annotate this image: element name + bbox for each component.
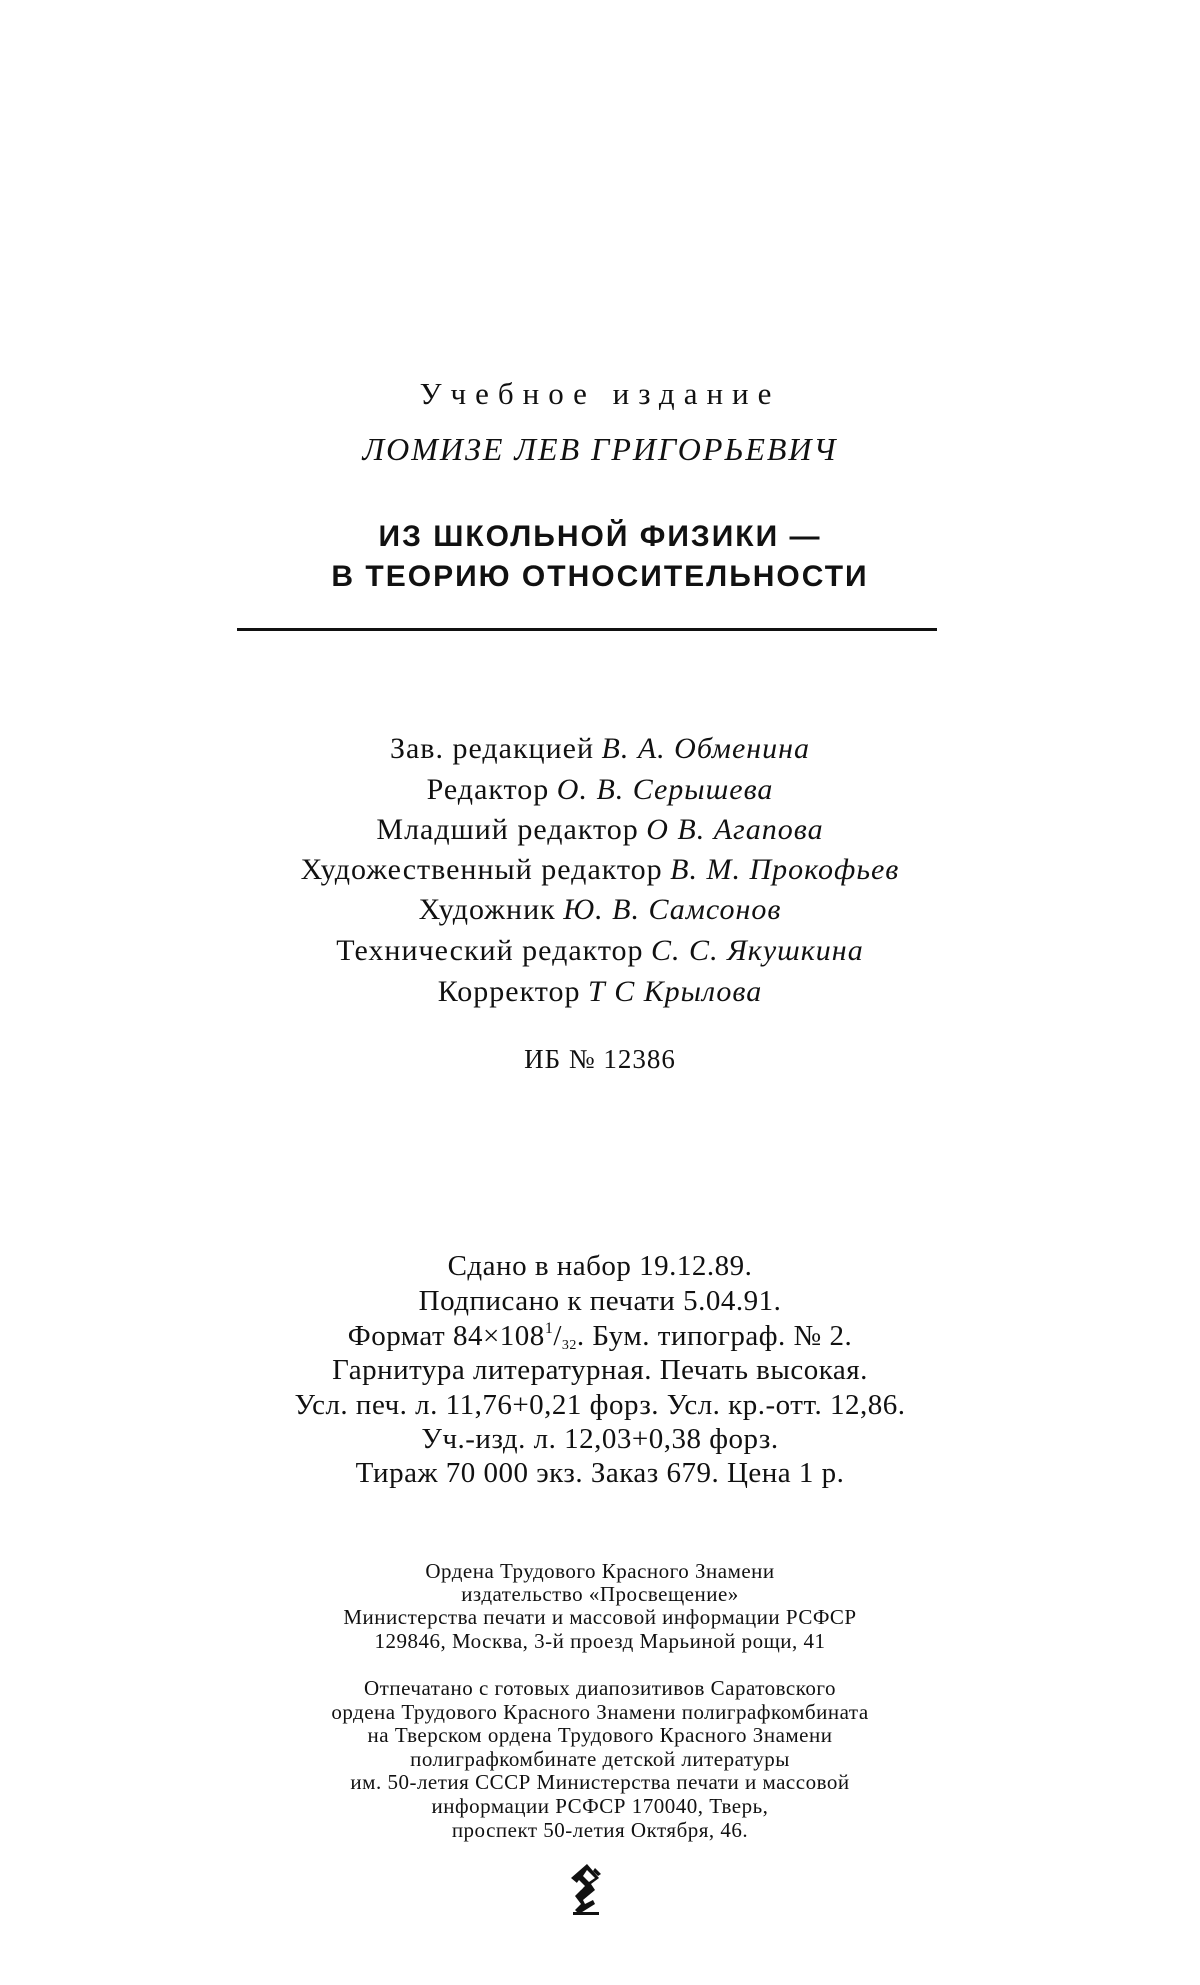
- ib-number: ИБ № 12386: [524, 1044, 676, 1074]
- title-divider: [237, 628, 937, 631]
- credit-name: Ю. В. Самсонов: [563, 893, 782, 926]
- credit-name: В. А. Обменина: [601, 732, 811, 765]
- printer-line: Отпечатано с готовых диапозитивов Саратовского: [364, 1676, 836, 1700]
- credit-role: Художник: [418, 893, 556, 926]
- credit-line: [0, 895, 1200, 925]
- tech-print-run: Тираж 70 000 экз. Заказ 679. Цена 1 р.: [355, 1457, 845, 1489]
- format-denominator: 32: [561, 1338, 577, 1353]
- tech-format: [0, 1322, 1200, 1351]
- tech-signed-date: Подписано к печати 5.04.91.: [418, 1285, 782, 1317]
- printer-line: на Тверском ордена Трудового Красного Знамени: [367, 1723, 833, 1747]
- credit-line: [0, 734, 1200, 764]
- book-title-line-1: ИЗ ШКОЛЬНОЙ ФИЗИКИ —: [378, 520, 822, 553]
- publisher-line: Ордена Трудового Красного Знамени: [425, 1559, 775, 1583]
- credit-name: О. В. Серышева: [556, 773, 774, 806]
- credit-line: [0, 815, 1200, 845]
- credit-role: Технический редактор: [336, 934, 644, 967]
- series-label: Учебное издание: [419, 376, 781, 411]
- credit-role: Младший редактор: [376, 813, 639, 846]
- publisher-line: Министерства печати и массовой информации РСФСР: [343, 1605, 857, 1629]
- tech-typeface: Гарнитура литературная. Печать высокая.: [332, 1354, 868, 1386]
- publisher-line: 129846, Москва, 3-й проезд Марьиной рощи, 41: [374, 1629, 826, 1653]
- credit-line: [0, 936, 1200, 966]
- printer-line: ордена Трудового Красного Знамени полиграфкомбината: [331, 1700, 869, 1724]
- credit-line: [0, 775, 1200, 805]
- format-prefix: Формат 84×108: [347, 1320, 545, 1352]
- printer-line: информации РСФСР 170040, Тверь,: [431, 1794, 769, 1818]
- format-suffix: . Бум. типограф. № 2.: [576, 1320, 853, 1352]
- book-title-line-2: В ТЕОРИЮ ОТНОСИТЕЛЬНОСТИ: [331, 560, 869, 593]
- format-numerator: 1: [544, 1320, 554, 1337]
- credit-role: Художественный редактор: [300, 853, 663, 886]
- publisher-line: издательство «Просвещение»: [461, 1582, 739, 1606]
- credit-line: [0, 855, 1200, 885]
- credit-role: Зав. редакцией: [389, 732, 595, 765]
- credit-role: Редактор: [426, 773, 550, 806]
- credit-role: Корректор: [437, 975, 581, 1008]
- credit-name: Т С Крылова: [588, 975, 763, 1008]
- tech-print-sheets: Усл. печ. л. 11,76+0,21 форз. Усл. кр.-отт. 12,86.: [294, 1389, 906, 1421]
- printer-line: им. 50-летия СССР Министерства печати и массовой: [350, 1770, 850, 1794]
- tech-typeset-date: Сдано в набор 19.12.89.: [447, 1250, 753, 1282]
- credit-name: О В. Агапова: [646, 813, 824, 846]
- format-slash: /: [553, 1320, 562, 1352]
- credit-line: [0, 977, 1200, 1007]
- author-name: ЛОМИЗЕ ЛЕВ ГРИГОРЬЕВИЧ: [362, 431, 838, 467]
- printer-hand-logo-icon: [565, 1860, 613, 1918]
- printer-line: проспект 50-летия Октября, 46.: [451, 1818, 749, 1842]
- printer-line: полиграфкомбинате детской литературы: [410, 1747, 790, 1771]
- credit-name: В. М. Прокофьев: [670, 853, 900, 886]
- credit-name: С. С. Якушкина: [651, 934, 864, 967]
- tech-publisher-sheets: Уч.-изд. л. 12,03+0,38 форз.: [421, 1423, 779, 1455]
